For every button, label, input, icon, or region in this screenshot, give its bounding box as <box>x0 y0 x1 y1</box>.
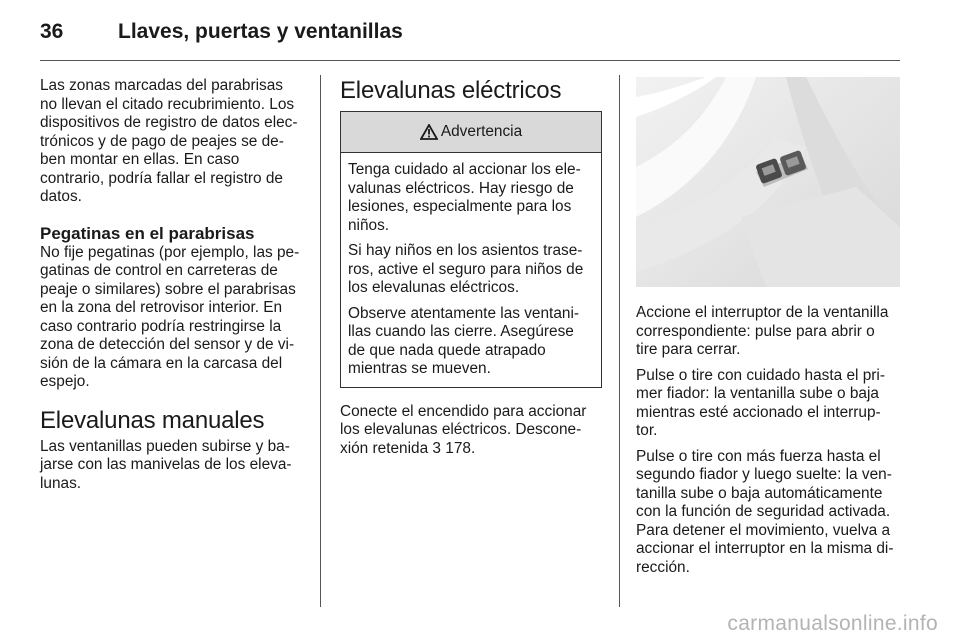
warning-title: Advertencia <box>440 123 523 140</box>
watermark: carmanualsonline.info <box>727 612 938 635</box>
manual-windows-heading: Elevalunas manuales <box>40 406 265 434</box>
warning-body <box>341 153 601 387</box>
page-header <box>40 10 920 50</box>
warning-box <box>340 111 602 388</box>
column-divider <box>320 75 321 607</box>
warning-paragraph: Si hay niños en los asientos trase-ros, active el seguro para niños de los elevalunas eléctricos. <box>348 242 584 296</box>
column-divider <box>619 75 620 607</box>
power-windows-heading: Elevalunas eléctricos <box>340 77 562 104</box>
stickers-heading: Pegatinas en el parabrisas <box>40 223 255 243</box>
switch-paragraph: Accione el interruptor de la ventanilla correspondiente: pulse para abrir o tire para cerrar. <box>636 304 889 358</box>
warning-header <box>341 112 601 153</box>
switch-paragraph: Pulse o tire con más fuerza hasta el segundo fiador y luego suelte: la ven-tanilla sube o baja automáticamente con la función de seguridad activada. Para detener el movimiento, vuelva a accionar el interruptor en la misma di-rección. <box>636 447 894 576</box>
column-middle <box>340 77 602 458</box>
intro-paragraph: Las zonas marcadas del parabrisas no llevan el citado recubrimiento. Los dispositivos de registro de datos elec-trónicos y de pago de peajes se de-ben montar en ellas. En caso contrario, podría fallar el registro de datos. <box>40 77 298 205</box>
page-number: 36 <box>40 20 64 43</box>
ignition-paragraph <box>340 403 602 459</box>
page-ref-number: 178. <box>445 439 476 457</box>
warning-paragraph: Tenga cuidado al accionar los ele-valunas eléctricos. Hay riesgo de lesiones, especialmente para los niños. <box>348 161 581 234</box>
window-switch-photo <box>636 77 900 287</box>
manual-windows-paragraph: Las ventanillas pueden subirse y ba-jarse con las manivelas de los eleva-lunas. <box>40 437 292 492</box>
stickers-paragraph: No fije pegatinas (por ejemplo, las pe-gatinas de control en carreteras de peaje o similares) sobre el parabrisas en la zona del retrovisor interior. En caso contrario podría restringirse la zona de detección del sensor y de vi-sión de la cámara en la carcasa del espejo. <box>40 243 300 390</box>
column-right <box>636 77 900 577</box>
ignition-text: Conecte el encendido para accionar los elevalunas eléctricos. Descone-xión retenida <box>340 402 587 457</box>
page-ref-symbol: 3 <box>432 439 441 457</box>
column-left <box>40 77 302 493</box>
switch-paragraph: Pulse o tire con cuidado hasta el pri-mer fiador: la ventanilla sube o baja mientras esté accionado el interrup-tor. <box>636 366 885 439</box>
header-divider <box>40 60 900 61</box>
chapter-title: Llaves, puertas y ventanillas <box>118 20 403 43</box>
warning-paragraph: Observe atentamente las ventani-llas cuando las cierre. Asegúrese de que nada quede atrapado mientras se mueven. <box>348 304 579 377</box>
warning-triangle-icon <box>420 124 438 140</box>
